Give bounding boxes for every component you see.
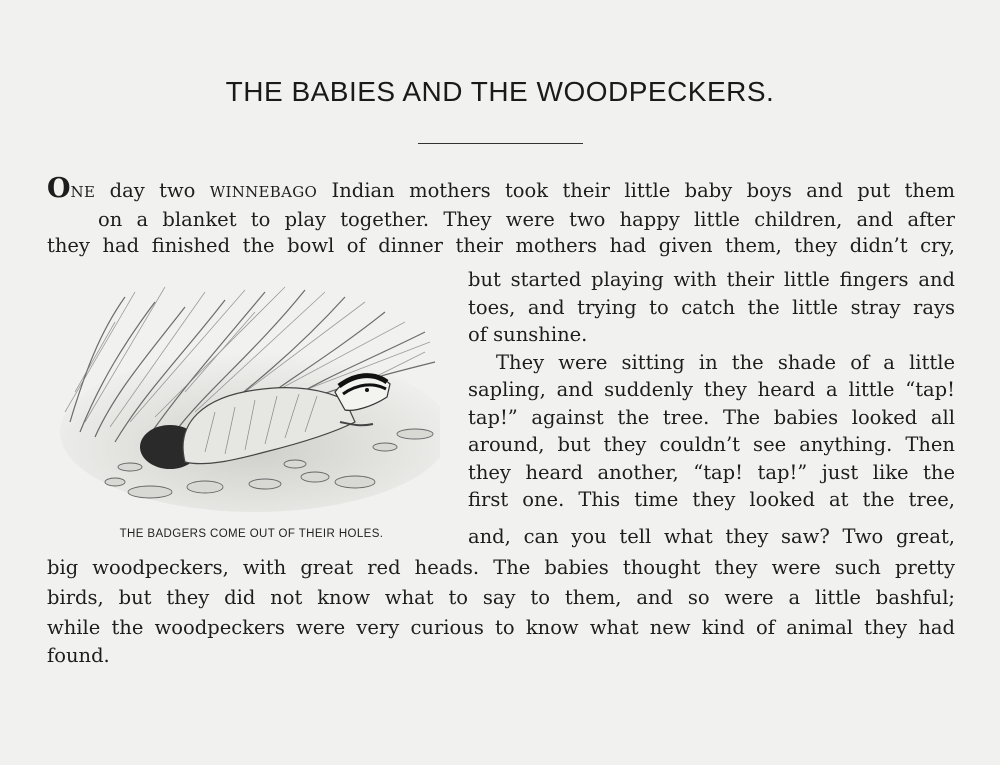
paragraph-line-14: big woodpeckers, with great red heads. The babies thought they were such pretty <box>47 556 955 579</box>
paragraph-line-8: sapling, and suddenly they heard a little “tap! <box>468 378 955 401</box>
paragraph-line-15: birds, but they did not know what to say to them, and so were a little bashful; <box>47 586 955 609</box>
small-caps-text: NE <box>70 183 96 201</box>
tribe-name: WINNEBAGO <box>209 183 318 201</box>
drop-cap: O <box>47 173 71 204</box>
illustration-caption: THE BADGERS COME OUT OF THEIR HOLES. <box>119 528 384 540</box>
paragraph-line-3: they had finished the bowl of dinner their mothers had given them, they didn’t cry, <box>47 234 955 257</box>
paragraph-line-4: but started playing with their little fingers and <box>468 268 955 291</box>
paragraph-line-13: and, can you tell what they saw? Two great, <box>468 525 955 548</box>
page-title: THE BABIES AND THE WOODPECKERS. <box>225 76 775 107</box>
paragraph-line-7: They were sitting in the shade of a little <box>496 351 955 374</box>
line-text: Indian mothers took their little baby boys and put them <box>317 179 955 202</box>
paragraph-line-16: while the woodpeckers were very curious to know what new kind of animal they had <box>47 616 955 639</box>
paragraph-line-1 <box>47 173 955 204</box>
paragraph-line-17: found. <box>47 644 110 667</box>
paragraph-line-9: tap!” against the tree. The babies looked all <box>468 406 955 429</box>
badger-illustration <box>55 272 440 512</box>
paragraph-line-11: they heard another, “tap! tap!” just like the <box>468 461 955 484</box>
paragraph-line-6: of sunshine. <box>468 323 588 346</box>
paragraph-line-12: first one. This time they looked at the tree, <box>468 488 955 511</box>
paragraph-line-10: around, but they couldn’t see anything. Then <box>468 433 955 456</box>
line-text: day two <box>95 179 210 202</box>
title-divider <box>418 143 583 144</box>
paragraph-line-2: on a blanket to play together. They were two happy little children, and after <box>98 208 955 231</box>
paragraph-line-5: toes, and trying to catch the little stray rays <box>468 296 955 319</box>
